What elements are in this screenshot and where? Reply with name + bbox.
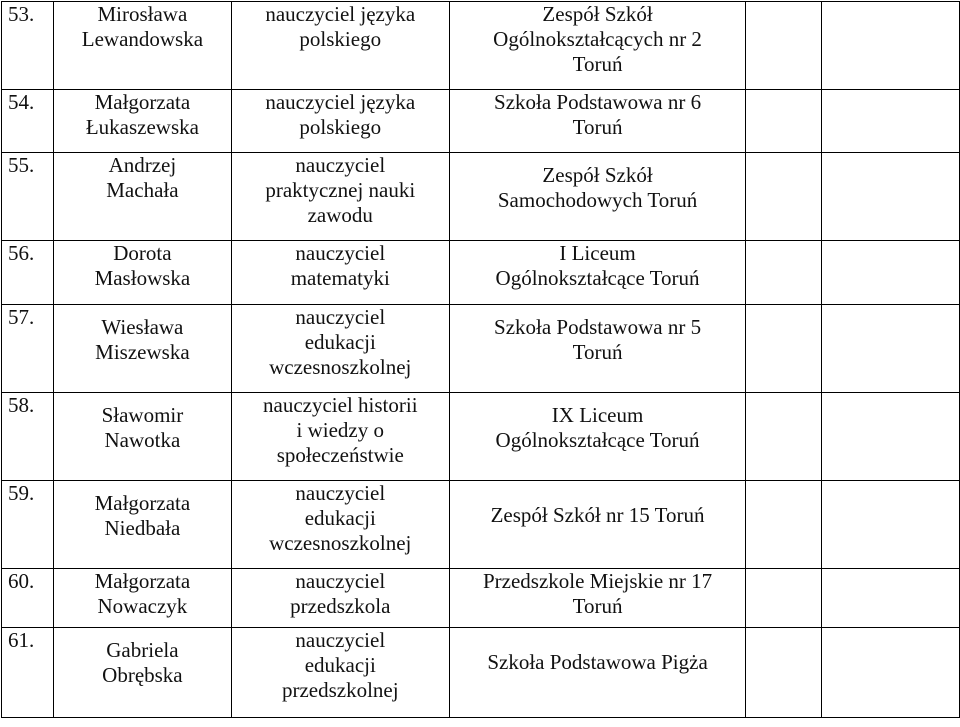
school-name: I Liceum Ogólnokształcące Toruń bbox=[449, 241, 746, 305]
table-row bbox=[2, 481, 960, 569]
empty-cell bbox=[746, 90, 822, 153]
teacher-role: nauczyciel języka polskiego bbox=[231, 2, 449, 90]
row-number: 54. bbox=[2, 90, 54, 153]
table-row bbox=[2, 393, 960, 481]
teacher-role: nauczyciel matematyki bbox=[231, 241, 449, 305]
empty-cell bbox=[822, 305, 960, 393]
teacher-name: Małgorzata Nowaczyk bbox=[53, 569, 231, 628]
teacher-name: Małgorzata Łukaszewska bbox=[53, 90, 231, 153]
teacher-role: nauczyciel języka polskiego bbox=[231, 90, 449, 153]
empty-cell bbox=[822, 393, 960, 481]
empty-cell bbox=[746, 241, 822, 305]
row-number: 59. bbox=[2, 481, 54, 569]
teacher-role: nauczyciel edukacji wczesnoszkolnej bbox=[231, 305, 449, 393]
table-row bbox=[2, 628, 960, 718]
teacher-name: Wiesława Miszewska bbox=[53, 305, 231, 393]
school-name: Przedszkole Miejskie nr 17 Toruń bbox=[449, 569, 746, 628]
school-name: Szkoła Podstawowa nr 5 Toruń bbox=[449, 305, 746, 393]
table-row bbox=[2, 2, 960, 90]
school-name: Zespół Szkół nr 15 Toruń bbox=[449, 481, 746, 569]
teacher-role: nauczyciel praktycznej nauki zawodu bbox=[231, 153, 449, 241]
table-row bbox=[2, 305, 960, 393]
school-name: Szkoła Podstawowa nr 6 Toruń bbox=[449, 90, 746, 153]
row-number: 60. bbox=[2, 569, 54, 628]
empty-cell bbox=[822, 569, 960, 628]
table-row bbox=[2, 153, 960, 241]
empty-cell bbox=[746, 153, 822, 241]
school-name: Zespół Szkół Samochodowych Toruń bbox=[449, 153, 746, 241]
teacher-name: Mirosława Lewandowska bbox=[53, 2, 231, 90]
teacher-role: nauczyciel historii i wiedzy o społeczeństwie bbox=[231, 393, 449, 481]
teacher-name: Dorota Masłowska bbox=[53, 241, 231, 305]
teacher-role: nauczyciel przedszkola bbox=[231, 569, 449, 628]
empty-cell bbox=[746, 569, 822, 628]
empty-cell bbox=[746, 2, 822, 90]
teacher-role: nauczyciel edukacji przedszkolnej bbox=[231, 628, 449, 718]
empty-cell bbox=[746, 481, 822, 569]
empty-cell bbox=[746, 393, 822, 481]
empty-cell bbox=[822, 2, 960, 90]
school-name: IX Liceum Ogólnokształcące Toruń bbox=[449, 393, 746, 481]
table-row bbox=[2, 90, 960, 153]
school-name: Szkoła Podstawowa Pigża bbox=[449, 628, 746, 718]
teacher-name: Sławomir Nawotka bbox=[53, 393, 231, 481]
empty-cell bbox=[746, 628, 822, 718]
row-number: 53. bbox=[2, 2, 54, 90]
school-name: Zespół Szkół Ogólnokształcących nr 2 Toruń bbox=[449, 2, 746, 90]
row-number: 61. bbox=[2, 628, 54, 718]
row-number: 57. bbox=[2, 305, 54, 393]
empty-cell bbox=[822, 241, 960, 305]
empty-cell bbox=[746, 305, 822, 393]
empty-cell bbox=[822, 153, 960, 241]
empty-cell bbox=[822, 628, 960, 718]
teachers-table bbox=[1, 1, 960, 718]
teacher-name: Andrzej Machała bbox=[53, 153, 231, 241]
row-number: 55. bbox=[2, 153, 54, 241]
teacher-name: Gabriela Obrębska bbox=[53, 628, 231, 718]
teacher-name: Małgorzata Niedbała bbox=[53, 481, 231, 569]
row-number: 58. bbox=[2, 393, 54, 481]
empty-cell bbox=[822, 481, 960, 569]
empty-cell bbox=[822, 90, 960, 153]
table-row bbox=[2, 569, 960, 628]
row-number: 56. bbox=[2, 241, 54, 305]
table-row bbox=[2, 241, 960, 305]
teacher-role: nauczyciel edukacji wczesnoszkolnej bbox=[231, 481, 449, 569]
